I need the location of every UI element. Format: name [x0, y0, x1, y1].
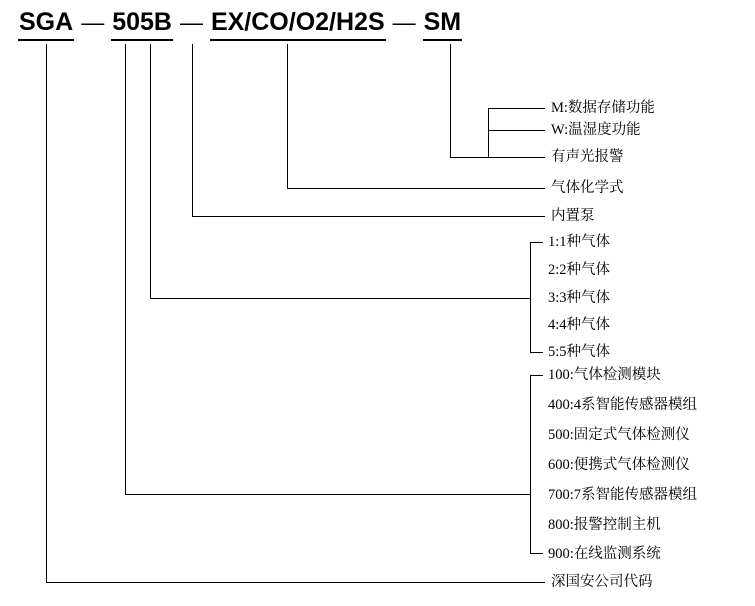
bracket-tick-gascount-top	[530, 242, 543, 243]
leader-hline-gascount	[150, 298, 530, 299]
leader-vline-formula	[287, 44, 288, 188]
bracket-vline-gascount	[530, 242, 531, 352]
label-series-500: 500:固定式气体检测仪	[548, 427, 690, 443]
label-series-100: 100:气体检测模块	[548, 367, 661, 383]
product-code-title	[18, 8, 462, 41]
label-audible-visual-alarm: 有声光报警	[551, 149, 624, 165]
label-series-400: 400:4系智能传感器模组	[548, 397, 698, 413]
bracket-vline-series	[530, 375, 531, 553]
leader-hline-sm	[450, 157, 545, 158]
bracket-stub-mw	[488, 130, 489, 157]
code-dash-2: —	[179, 9, 203, 35]
leader-hline-company	[46, 582, 545, 583]
bracket-hline-w	[488, 130, 545, 131]
code-segment-gases: EX/CO/O2/H2S	[210, 8, 386, 41]
leader-vline-series	[125, 44, 126, 494]
label-gas-count-2: 2:2种气体	[548, 262, 611, 278]
leader-vline-gascount	[150, 44, 151, 298]
code-segment-sm: SM	[423, 8, 463, 41]
bracket-hline-m	[488, 108, 545, 109]
bracket-tick-series-top	[530, 375, 543, 376]
leader-hline-series	[125, 494, 530, 495]
label-company-code: 深国安公司代码	[551, 574, 653, 590]
code-segment-sga: SGA	[18, 8, 74, 41]
label-gas-count-3: 3:3种气体	[548, 290, 611, 306]
label-series-800: 800:报警控制主机	[548, 517, 661, 533]
leader-vline-pump	[192, 44, 193, 216]
leader-hline-pump	[192, 216, 545, 217]
label-gas-formula: 气体化学式	[551, 180, 624, 196]
label-gas-count-1: 1:1种气体	[548, 234, 611, 250]
label-series-900: 900:在线监测系统	[548, 546, 661, 562]
leader-vline-sm	[450, 44, 451, 157]
leader-hline-formula	[287, 188, 545, 189]
label-series-600: 600:便携式气体检测仪	[548, 457, 690, 473]
code-dash-3: —	[392, 9, 416, 35]
code-segment-505b: 505B	[111, 8, 173, 41]
bracket-vline-mw	[488, 108, 489, 130]
bracket-tick-gascount-bottom	[530, 352, 543, 353]
code-dash-1: —	[81, 9, 105, 35]
label-built-in-pump: 内置泵	[551, 208, 595, 224]
label-gas-count-4: 4:4种气体	[548, 317, 611, 333]
leader-vline-company	[46, 44, 47, 582]
label-temp-humidity: W:温湿度功能	[551, 122, 641, 138]
bracket-tick-series-bottom	[530, 553, 543, 554]
label-series-700: 700:7系智能传感器模组	[548, 487, 698, 503]
label-gas-count-5: 5:5种气体	[548, 344, 611, 360]
label-data-storage: M:数据存储功能	[551, 100, 655, 116]
